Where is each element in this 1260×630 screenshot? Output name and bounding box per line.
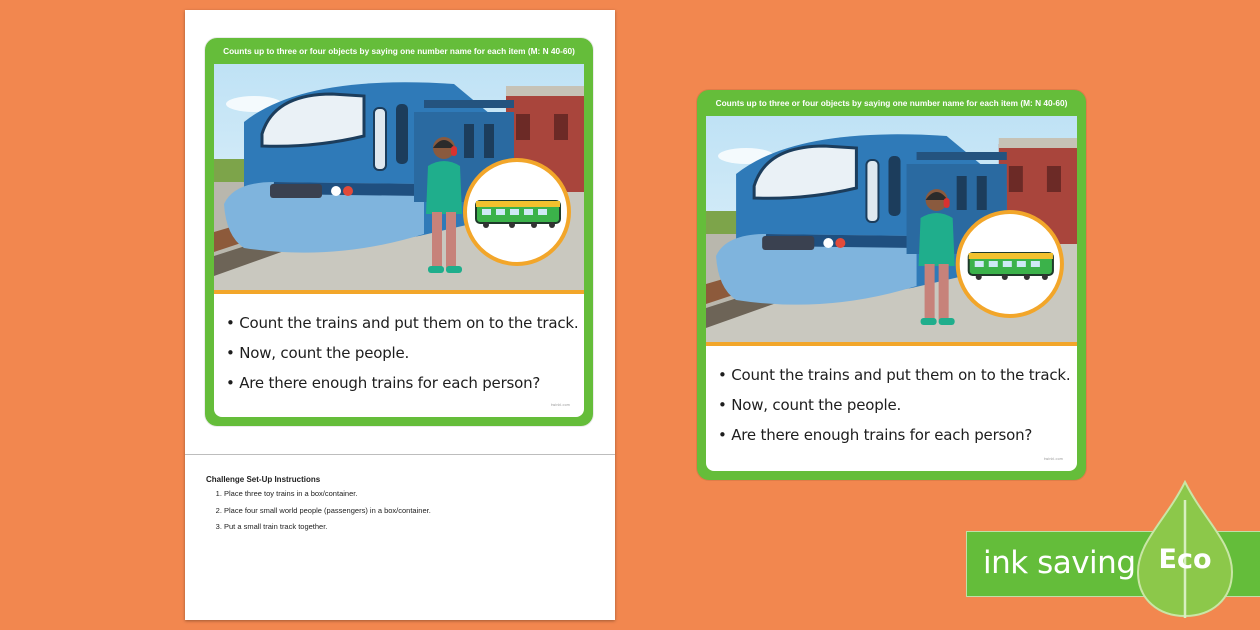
setup-step: 1. Place three toy trains in a box/container. — [224, 490, 596, 498]
ink-saving-text: ink saving — [983, 545, 1136, 581]
challenge-card-preview — [697, 90, 1086, 480]
instruction-item: • Count the trains and put them on to the track. — [718, 366, 1077, 384]
card-instructions — [706, 342, 1077, 471]
instruction-item: • Now, count the people. — [718, 396, 1077, 414]
credit-text: twinkl.com — [1043, 457, 1063, 461]
credit-text: twinkl.com — [550, 403, 570, 407]
toy-train-icon — [969, 253, 1053, 280]
instruction-item: • Are there enough trains for each person? — [226, 374, 584, 392]
train-station-illustration — [706, 116, 1077, 342]
setup-title: Challenge Set-Up Instructions — [206, 475, 321, 484]
setup-step: 3. Put a small train track together. — [224, 523, 596, 531]
setup-step: 2. Place four small world people (passengers) in a box/container. — [224, 507, 596, 515]
eco-label: Eco — [1158, 544, 1212, 575]
instruction-item: • Count the trains and put them on to the track. — [226, 314, 584, 332]
train-station-illustration — [214, 64, 584, 290]
train-station-icon — [214, 64, 584, 290]
toy-train-icon — [476, 201, 560, 228]
card-instructions — [214, 290, 584, 417]
setup-instructions — [206, 475, 596, 540]
challenge-card-sheet — [205, 38, 593, 426]
card-header: Counts up to three or four objects by saying one number name for each item (M: N 40-60) — [223, 46, 575, 56]
sheet-divider — [185, 454, 615, 455]
setup-steps — [206, 490, 596, 531]
instruction-item: • Are there enough trains for each person? — [718, 426, 1077, 444]
instruction-item: • Now, count the people. — [226, 344, 584, 362]
card-header: Counts up to three or four objects by saying one number name for each item (M: N 40-60) — [715, 98, 1068, 108]
train-station-icon — [706, 116, 1077, 342]
